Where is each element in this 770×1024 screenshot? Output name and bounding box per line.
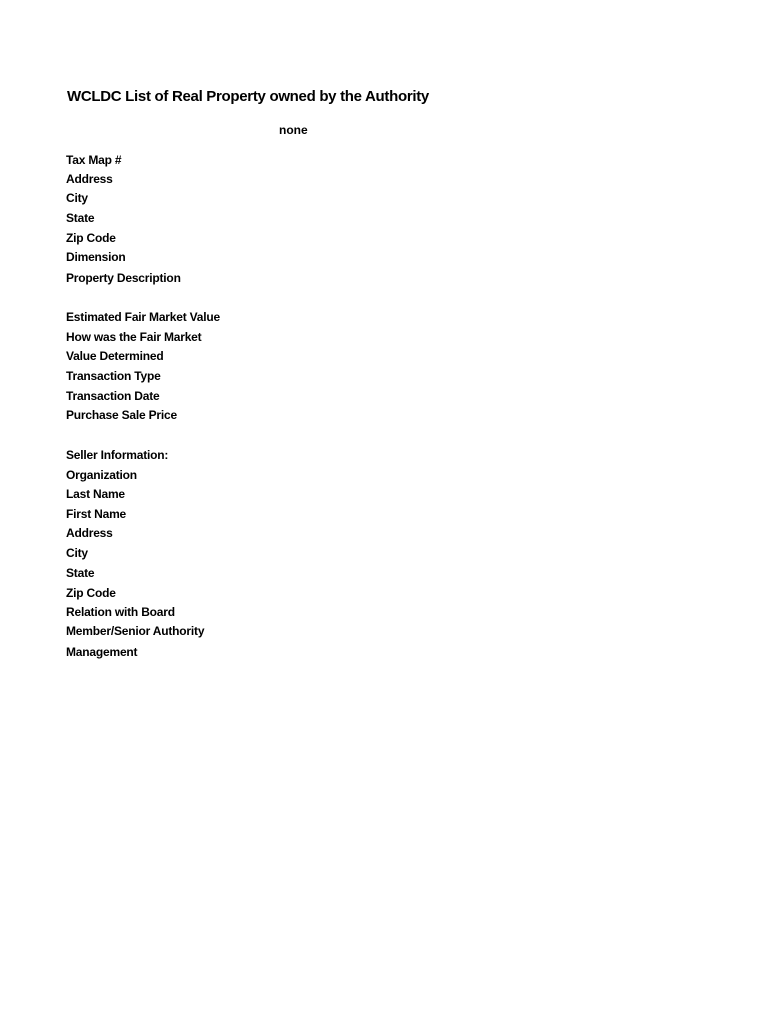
field-label-seller-state: State bbox=[66, 566, 95, 580]
field-label-tax-map: Tax Map # bbox=[66, 153, 122, 167]
field-label-relation-line3: Management bbox=[66, 645, 138, 659]
field-label-organization: Organization bbox=[66, 468, 137, 482]
field-label-zip-code: Zip Code bbox=[66, 231, 116, 245]
page-title: WCLDC List of Real Property owned by the Authority bbox=[67, 88, 429, 105]
field-label-state: State bbox=[66, 211, 95, 225]
field-label-city: City bbox=[66, 191, 88, 205]
field-label-fair-market-method-line2: Value Determined bbox=[66, 349, 164, 363]
field-label-transaction-type: Transaction Type bbox=[66, 369, 161, 383]
property-value: none bbox=[279, 123, 308, 137]
field-label-seller-zip-code: Zip Code bbox=[66, 586, 116, 600]
section-heading-seller-information: Seller Information: bbox=[66, 448, 169, 462]
field-label-relation-line2: Member/Senior Authority bbox=[66, 624, 205, 638]
field-label-seller-city: City bbox=[66, 546, 88, 560]
field-label-relation-line1: Relation with Board bbox=[66, 605, 175, 619]
field-label-seller-address: Address bbox=[66, 526, 113, 540]
field-label-first-name: First Name bbox=[66, 507, 127, 521]
field-label-transaction-date: Transaction Date bbox=[66, 389, 160, 403]
field-label-property-description: Property Description bbox=[66, 271, 181, 285]
field-label-last-name: Last Name bbox=[66, 487, 125, 501]
field-label-estimated-fair-market-value: Estimated Fair Market Value bbox=[66, 310, 220, 324]
field-label-fair-market-method-line1: How was the Fair Market bbox=[66, 330, 202, 344]
field-label-purchase-sale-price: Purchase Sale Price bbox=[66, 408, 177, 422]
field-label-address: Address bbox=[66, 172, 113, 186]
field-label-dimension: Dimension bbox=[66, 250, 126, 264]
